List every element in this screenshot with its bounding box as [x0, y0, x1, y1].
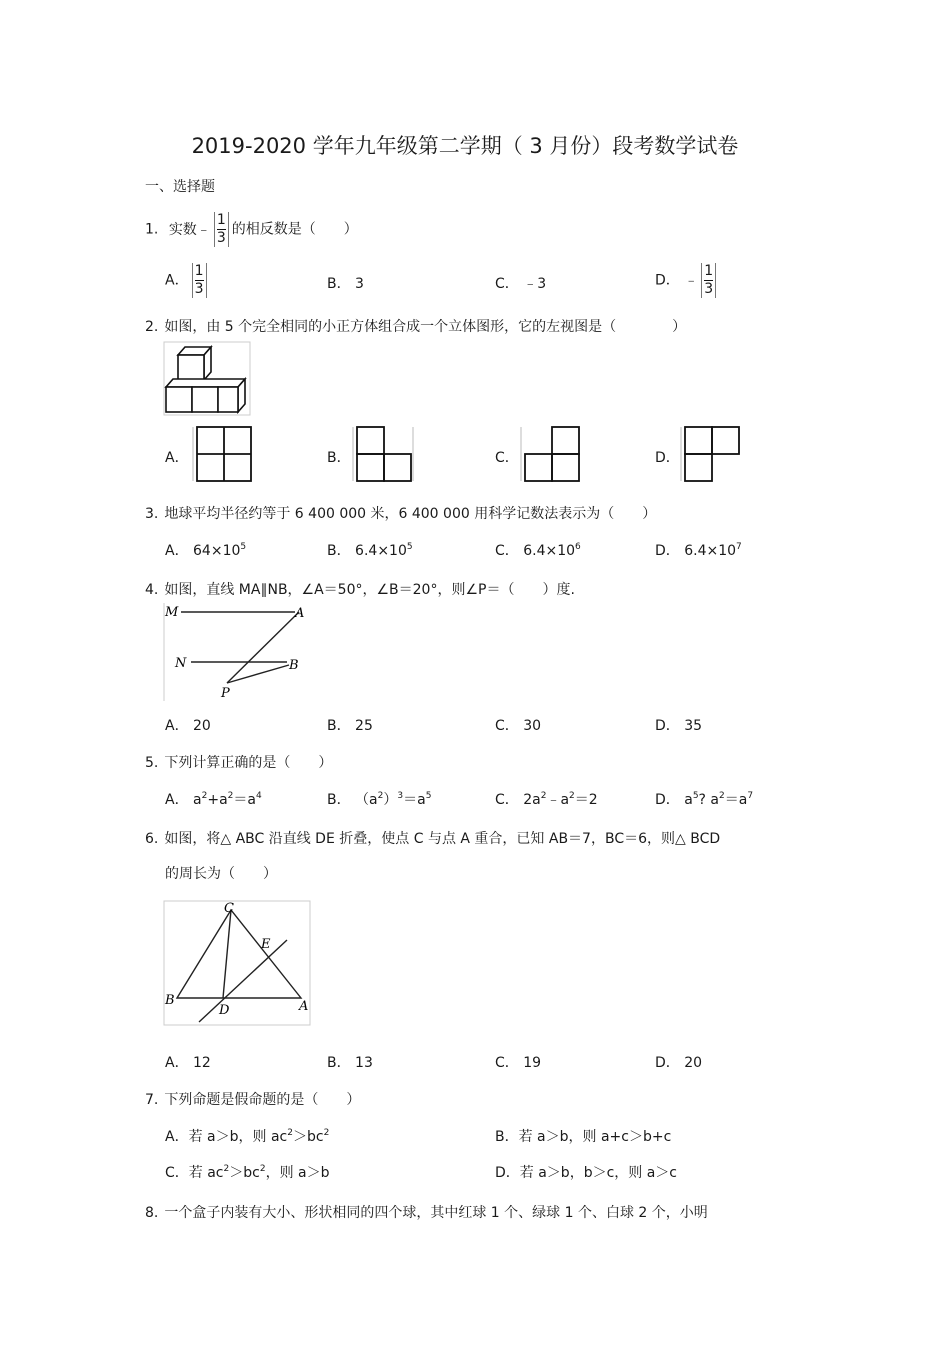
- section-heading: 一、选择题: [145, 179, 215, 195]
- q7-option-a: A．若 a＞b，则 $ac^2>bc^2$: [165, 1128, 330, 1145]
- q2-stem: 2. 如图，由 5 个完全相同的小正方体组合成一个立体图形，它的左视图是（ ）: [145, 319, 687, 335]
- q1-frac-numerator: 1: [216, 212, 226, 228]
- q4-option-d: D． 35: [655, 718, 703, 734]
- q6-option-d: D． 20: [655, 1055, 703, 1071]
- q6-option-b: B． 13: [327, 1055, 373, 1071]
- q6-label-b: B: [165, 993, 175, 1008]
- q8-stem: 8. 一个盒子内装有大小、形状相同的四个球，其中红球 1 个、绿球 1 个、白球 2 个，小明: [145, 1205, 708, 1221]
- q4-label-a: A: [295, 606, 305, 621]
- q7-option-c: C．若 $ac^2>bc^2$，则 a＞b: [165, 1164, 330, 1181]
- q4-parallel-lines-figure: [163, 603, 309, 701]
- q2-option-c-label: C．: [495, 450, 519, 466]
- q2-option-d-label: D．: [655, 450, 680, 466]
- q2-option-d-figure: [680, 425, 744, 483]
- q3-stem: 3. 地球平均半径约等于 6 400 000 米，6 400 000 用科学记数法表示为（ ）: [145, 506, 657, 522]
- q5-option-b: B． $(a^2)^3=a^5$: [327, 791, 432, 808]
- q3-option-c: C． $6.4\times 10^6$: [495, 542, 581, 559]
- q2-option-b-label: B．: [327, 450, 351, 466]
- q4-label-p: P: [221, 686, 230, 701]
- q3-option-b: B． $6.4\times 10^5$: [327, 542, 413, 559]
- q4-label-m: M: [165, 605, 179, 620]
- q4-stem: 4. 如图，直线 MA∥NB，∠A＝50°，∠B＝20°，则∠P＝（ ）度.: [145, 582, 575, 598]
- q2-option-a-label: A．: [165, 450, 189, 466]
- q6-label-e: E: [261, 937, 271, 952]
- q3-option-a: A． $64\times 10^5$: [165, 542, 247, 559]
- q5-stem: 5. 下列计算正确的是（ ）: [145, 755, 333, 771]
- q2-option-b-figure: [352, 425, 416, 483]
- q1-frac-denominator: 3: [216, 230, 226, 246]
- q7-stem: 7. 下列命题是假命题的是（ ）: [145, 1092, 361, 1108]
- q4-option-a: A． 20: [165, 718, 211, 734]
- q5-option-c: C． $2a^2﹣a^2=2$: [495, 791, 598, 808]
- q6-option-a: A． 12: [165, 1055, 211, 1071]
- q2-cube-figure: [163, 342, 251, 416]
- q7-option-d: D．若 a＞b，b＞c，则 a＞c: [495, 1165, 678, 1181]
- q1-fraction: [214, 212, 229, 247]
- q5-option-d: D． $a^5$? $a^2=a^7$: [655, 791, 754, 808]
- page-title: 2019-2020 学年九年级第二学期（ 3 月份）段考数学试卷: [191, 134, 739, 158]
- q4-label-n: N: [175, 656, 187, 671]
- q7-option-b: B．若 a＞b，则 a+c＞b+c: [495, 1129, 672, 1145]
- q1-option-d: D． ﹣ $\frac{1}{3}$: [655, 263, 719, 298]
- q5-option-a: A． $a^2+a^2=a^4$: [165, 791, 262, 808]
- q1-stem: [145, 212, 358, 247]
- q6-label-c: C: [224, 901, 234, 916]
- q1-text-pre: 实数﹣: [168, 221, 211, 238]
- q1-option-c: C． ﹣3: [495, 276, 547, 292]
- q4-label-b: B: [289, 658, 299, 673]
- q1-number: 1.: [145, 221, 159, 238]
- q6-option-c: C． 19: [495, 1055, 542, 1071]
- q6-triangle-figure: [163, 900, 313, 1026]
- q3-option-d: D． $6.4\times 10^7$: [655, 542, 742, 559]
- q2-option-c-figure: [520, 425, 584, 483]
- q1-option-b: B． 3: [327, 276, 364, 292]
- q1-text-post: 的相反数是（ ）: [231, 221, 358, 238]
- q6-label-d: D: [219, 1003, 230, 1018]
- q6-stem-line1: 6. 如图，将△ ABC 沿直线 DE 折叠，使点 C 与点 A 重合，已知 AB＝7，BC＝6，则△ BCD: [145, 831, 721, 847]
- q4-option-b: B． 25: [327, 718, 373, 734]
- q6-stem-line2: 的周长为（ ）: [165, 866, 277, 882]
- q6-label-a: A: [299, 999, 309, 1014]
- q2-option-a-figure: [192, 425, 254, 483]
- q4-option-c: C． 30: [495, 718, 542, 734]
- q1-option-a: A． $\frac{1}{3}$: [165, 263, 210, 298]
